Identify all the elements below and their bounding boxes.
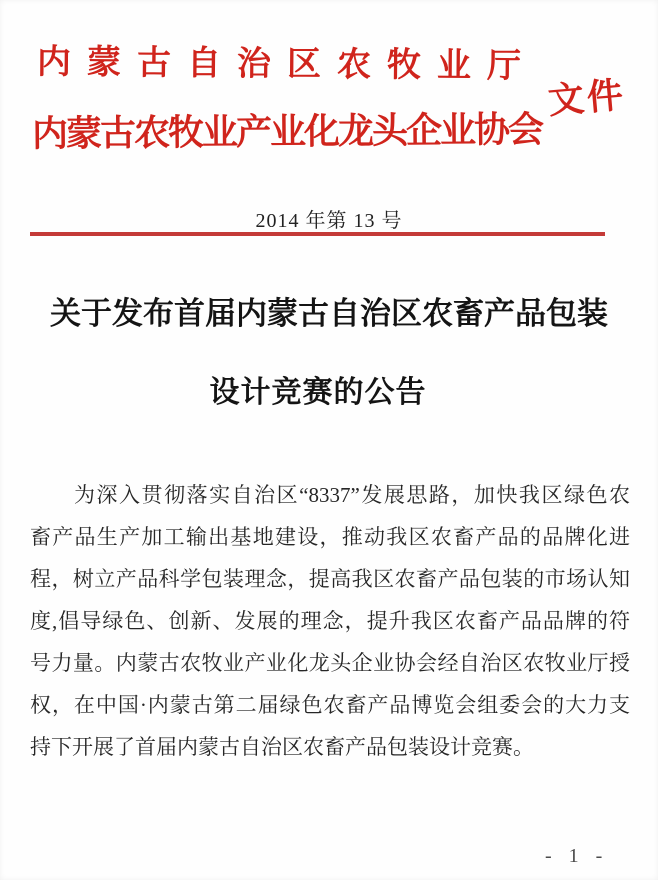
announcement-title-line-1: 关于发布首届内蒙古自治区农畜产品包装 bbox=[50, 296, 608, 331]
body-line: 程，树立产品科学包装理念，提高我区农畜产品包装的市场认知 bbox=[30, 567, 630, 591]
announcement-title-line-2: 设计竞赛的公告 bbox=[209, 376, 427, 409]
letterhead-agency-line-2: 内蒙古农牧业产业化龙头企业协会 bbox=[31, 109, 543, 154]
body-paragraph bbox=[30, 474, 630, 768]
body-line: 权，在中国·内蒙古第二届绿色农畜产品博览会组委会的大力支 bbox=[30, 693, 630, 717]
letterhead-divider-rule bbox=[30, 232, 605, 236]
letterhead-doc-type-label: 文件 bbox=[546, 74, 628, 122]
letterhead-agency-line-1: 内蒙古自治区农牧业厅 bbox=[36, 44, 538, 86]
body-line: 持下开展了首届内蒙古自治区农畜产品包装设计竞赛。 bbox=[30, 735, 534, 759]
body-line: 为深入贯彻落实自治区“8337”发展思路，加快我区绿色农 bbox=[74, 483, 630, 507]
body-line: 度,倡导绿色、创新、发展的理念，提升我区农畜产品品牌的符 bbox=[30, 609, 630, 633]
document-number: 2014 年第 13 号 bbox=[255, 210, 403, 232]
page-number: - 1 - bbox=[545, 845, 609, 867]
body-line: 号力量。内蒙古农牧业产业化龙头企业协会经自治区农牧业厅授 bbox=[30, 651, 630, 675]
body-line: 畜产品生产加工输出基地建设，推动我区农畜产品的品牌化进 bbox=[30, 525, 630, 549]
